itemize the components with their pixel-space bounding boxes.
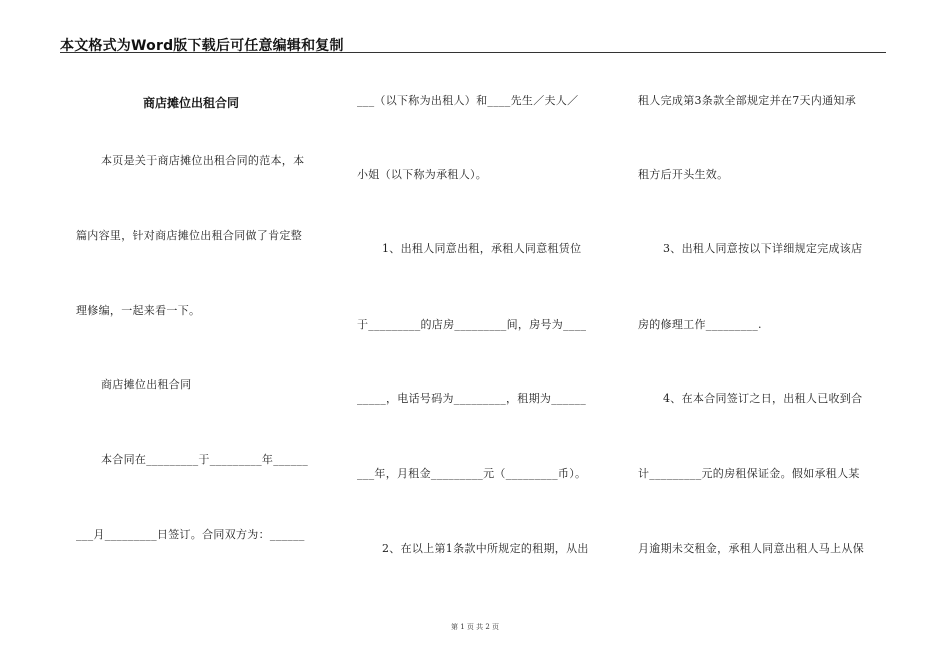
- text-column-1: [76, 60, 326, 620]
- paragraph-line: ___月_________日签订。合同双方为：______: [76, 528, 305, 541]
- clause-4-line: 4、在本合同签订之日，出租人已收到合: [663, 392, 863, 405]
- paragraph-line: 于_________的店房_________间，房号为____: [357, 318, 587, 331]
- paragraph-line: 租人完成第3条款全部规定并在7天内通知承: [638, 94, 856, 107]
- text-column-2: [357, 60, 607, 620]
- paragraph-line: 本页是关于商店摊位出租合同的范本，本: [101, 154, 305, 167]
- paragraph-line: 计_________元的房租保证金。假如承租人某: [638, 467, 860, 480]
- paragraph-line: _____，电话号码为_________，租期为______: [357, 392, 586, 405]
- paragraph-line: 篇内容里，针对商店摊位出租合同做了肯定整: [76, 229, 302, 242]
- header-divider: [60, 52, 886, 53]
- paragraph-line: 租方后开头生效。: [638, 168, 729, 181]
- paragraph-line: 小姐（以下称为承租人）。: [357, 168, 488, 181]
- clause-1-line: 1、出租人同意出租，承租人同意租赁位: [382, 242, 582, 255]
- contract-subtitle: 商店摊位出租合同: [101, 378, 192, 391]
- document-title: 商店摊位出租合同: [142, 96, 239, 110]
- clause-2-line: 2、在以上第1条款中所规定的租期，从出: [382, 542, 589, 555]
- paragraph-line: ___（以下称为出租人）和____先生／夫人／: [357, 94, 579, 107]
- paragraph-line: 理修编，一起来看一下。: [76, 304, 201, 317]
- text-column-3: [638, 60, 888, 620]
- paragraph-line: 本合同在_________于_________年______: [101, 453, 308, 466]
- document-header-title: 本文格式为Word版下载后可任意编辑和复制: [60, 38, 344, 54]
- page-number: 第 1 页 共 2 页: [450, 623, 500, 631]
- paragraph-line: 房的修理工作_________.: [638, 318, 762, 331]
- clause-3-line: 3、出租人同意按以下详细规定完成该店: [663, 242, 863, 255]
- paragraph-line: ___年，月租金_________元（_________币）。: [357, 467, 587, 480]
- paragraph-line: 月逾期未交租金，承租人同意出租人马上从保: [638, 542, 864, 555]
